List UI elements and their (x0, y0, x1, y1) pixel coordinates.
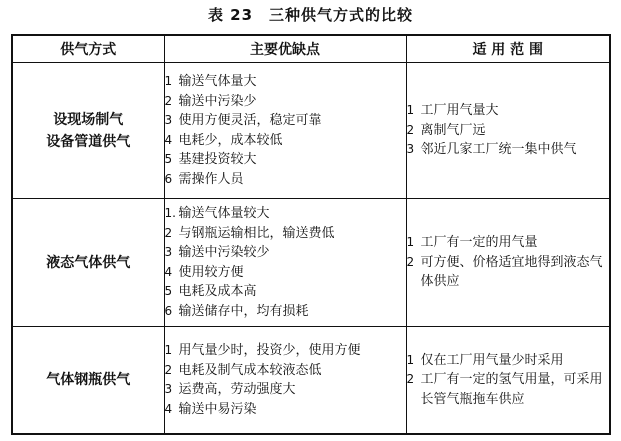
list-item: 4 电耗少，成本较低 (164, 132, 283, 148)
list-item: 1. 输送气体量较大 (164, 206, 270, 221)
list-item: 6 需操作人员 (164, 171, 244, 187)
header-row (12, 35, 610, 63)
list-item: 4 输送中易污染 (164, 401, 257, 417)
table-number: 表 23 (207, 6, 254, 24)
list-item: 1 工厂用气量大 (406, 103, 499, 119)
list-item: 1 工厂有一定的用气量 (406, 235, 538, 251)
list-item: 1 仅在工厂用气量少时采用 (406, 352, 564, 368)
pros-cons-cell (164, 63, 406, 199)
list-item: 2 工厂有一定的氢气用量，可采用长管气瓶拖车供应 (406, 372, 603, 407)
list-item: 3 邻近几家工厂统一集中供气 (406, 142, 577, 158)
method-name: 气体钢瓶供气 (46, 372, 131, 388)
scope-cell (406, 199, 610, 327)
header-method: 供气方式 (12, 35, 164, 63)
pros-cons-cell (164, 199, 406, 327)
pros-cons-cell (164, 327, 406, 435)
list-item: 3 输送中污染较少 (164, 245, 270, 260)
method-name: 设现场制气 (53, 111, 124, 128)
table-caption: 三种供气方式的比较 (269, 6, 414, 24)
table-row (12, 327, 610, 435)
method-name: 液态气体供气 (46, 254, 131, 271)
table-row (12, 199, 610, 327)
header-pros-cons: 主要优缺点 (164, 35, 406, 63)
list-item: 5 电耗及成本高 (164, 284, 257, 299)
list-item: 5 基建投资较大 (164, 152, 257, 167)
list-item: 1 输送气体量大 (164, 74, 257, 89)
method-cell (12, 199, 164, 327)
list-item: 3 运费高，劳动强度大 (164, 382, 296, 397)
list-item: 3 使用方便灵活，稳定可靠 (164, 113, 322, 128)
method-cell (12, 63, 164, 199)
method-name: 设备管道供气 (46, 133, 131, 150)
table-row (12, 63, 610, 199)
list-item: 1 用气量少时，投资少，使用方便 (164, 343, 361, 358)
method-cell (12, 327, 164, 435)
list-item: 2 与钢瓶运输相比，输送费低 (164, 225, 335, 241)
list-item: 2 离制气厂远 (406, 122, 486, 138)
scope-cell (406, 327, 610, 435)
list-item: 2 可方便、价格适宜地得到液态气体供应 (406, 254, 603, 290)
list-item: 2 电耗及制气成本较液态低 (164, 362, 322, 378)
header-scope: 适 用 范 围 (406, 35, 610, 63)
table-title (0, 4, 621, 25)
list-item: 4 使用较方便 (164, 264, 244, 280)
comparison-table (11, 34, 611, 435)
scope-cell (406, 63, 610, 199)
list-item: 2 输送中污染少 (164, 93, 257, 109)
list-item: 6 输送储存中，均有损耗 (164, 303, 309, 319)
